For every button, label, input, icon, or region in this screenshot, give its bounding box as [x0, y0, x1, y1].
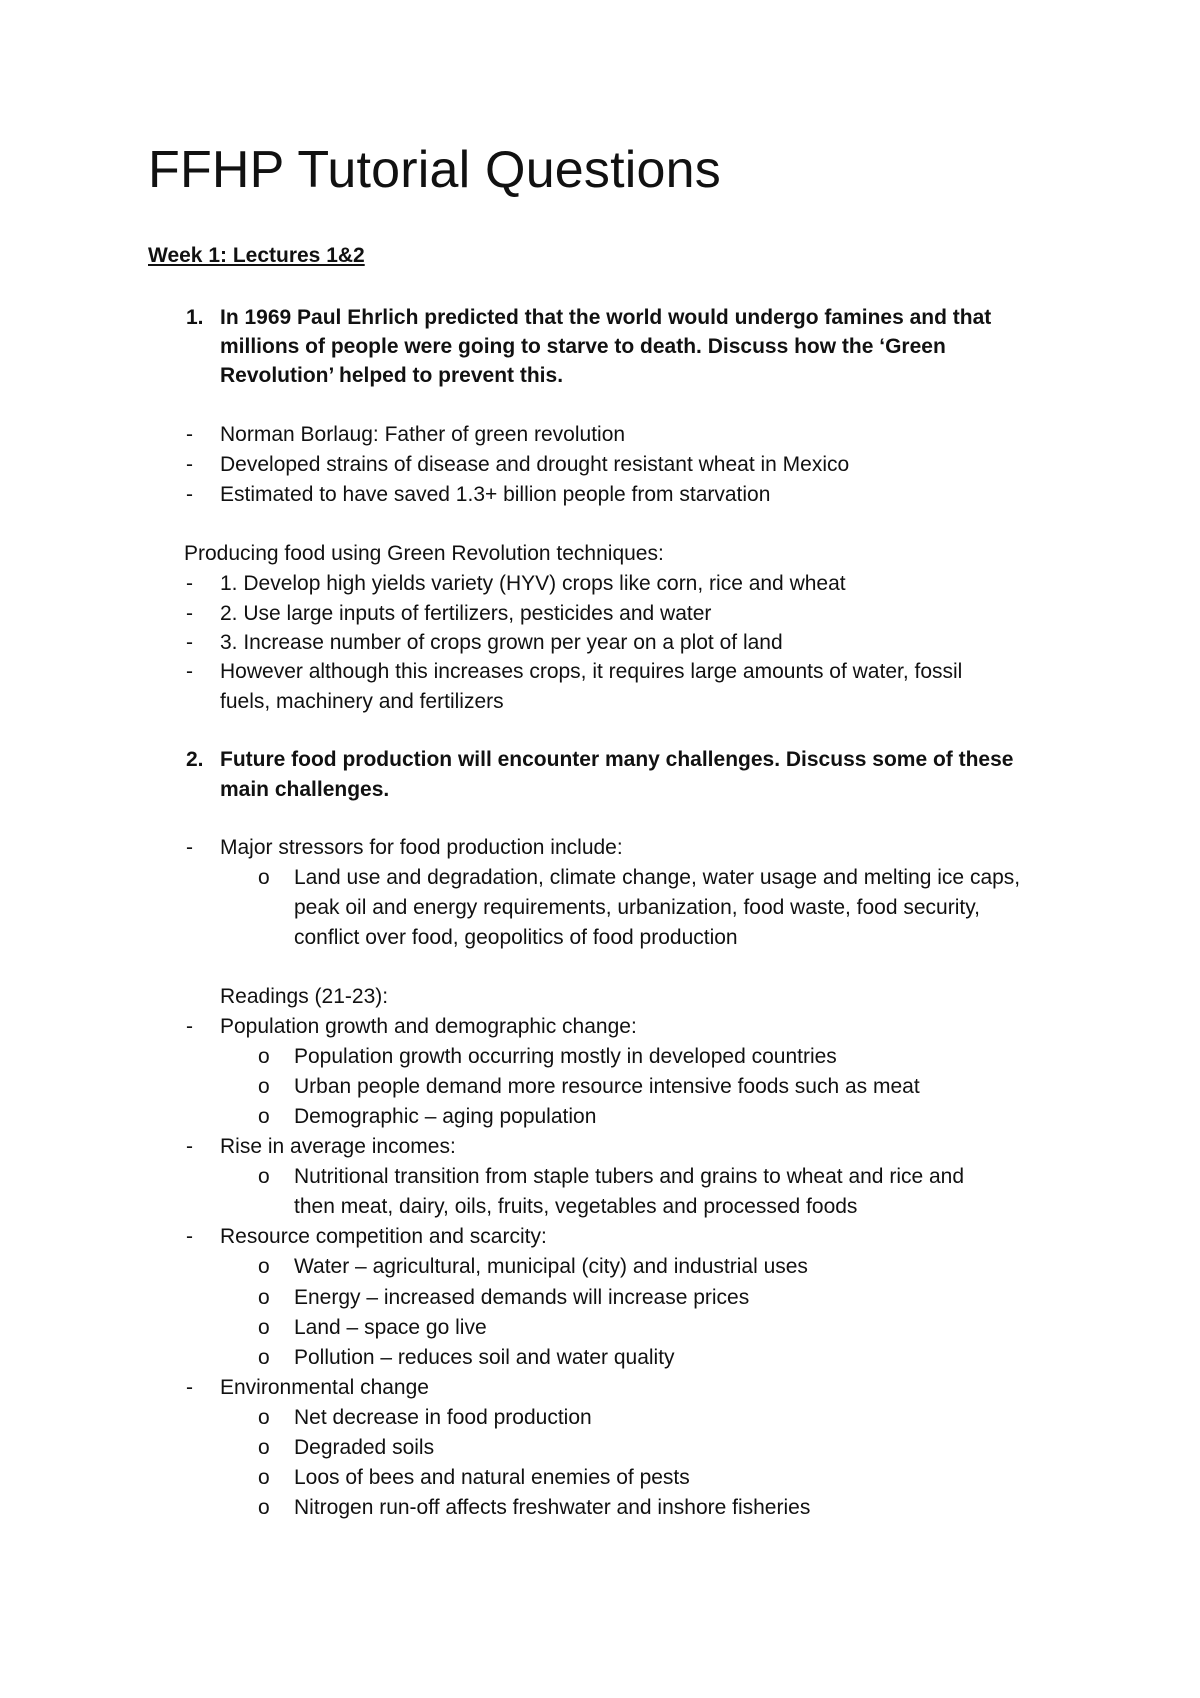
dash-bullet: - — [186, 572, 193, 595]
stressor-line: conflict over food, geopolitics of food production — [294, 926, 738, 949]
sub-bullet: o — [258, 1466, 270, 1489]
week-heading: Week 1: Lectures 1&2 — [148, 244, 365, 267]
dash-bullet: - — [186, 660, 193, 683]
question-2-number: 2. — [186, 748, 204, 771]
reading-point: then meat, dairy, oils, fruits, vegetables and processed foods — [294, 1195, 858, 1218]
sub-bullet: o — [258, 1075, 270, 1098]
sub-bullet: o — [258, 1255, 270, 1278]
reading-topic: Rise in average incomes: — [220, 1135, 456, 1158]
dash-bullet: - — [186, 631, 193, 654]
dash-bullet: - — [186, 483, 193, 506]
reading-topic: Resource competition and scarcity: — [220, 1225, 547, 1248]
sub-bullet: o — [258, 1346, 270, 1369]
stressor-line: Land use and degradation, climate change, water usage and melting ice caps, — [294, 866, 1021, 889]
question-1-line: Revolution’ helped to prevent this. — [220, 364, 564, 387]
reading-point: Nitrogen run-off affects freshwater and inshore fisheries — [294, 1496, 811, 1519]
sub-bullet: o — [258, 1316, 270, 1339]
technique-item: However although this increases crops, it requires large amounts of water, fossil — [220, 660, 963, 683]
dash-bullet: - — [186, 1015, 193, 1038]
question-2-line: Future food production will encounter many challenges. Discuss some of these — [220, 748, 1014, 771]
sub-bullet: o — [258, 1436, 270, 1459]
sub-bullet: o — [258, 1165, 270, 1188]
reading-point: Degraded soils — [294, 1436, 435, 1459]
stressor-line: peak oil and energy requirements, urbanization, food waste, food security, — [294, 896, 981, 919]
reading-point: Nutritional transition from staple tubers and grains to wheat and rice and — [294, 1165, 965, 1188]
reading-point: Urban people demand more resource intensive foods such as meat — [294, 1075, 920, 1098]
reading-point: Land – space go live — [294, 1316, 487, 1339]
dash-bullet: - — [186, 453, 193, 476]
reading-point: Net decrease in food production — [294, 1406, 592, 1429]
reading-point: Energy – increased demands will increase prices — [294, 1286, 750, 1309]
answer-item: Estimated to have saved 1.3+ billion people from starvation — [220, 483, 771, 506]
sub-bullet: o — [258, 1286, 270, 1309]
readings-label: Readings (21-23): — [220, 985, 389, 1008]
sub-bullet: o — [258, 1105, 270, 1128]
dash-bullet: - — [186, 836, 193, 859]
reading-point: Water – agricultural, municipal (city) and industrial uses — [294, 1255, 808, 1278]
sub-bullet: o — [258, 1406, 270, 1429]
question-1-line: In 1969 Paul Ehrlich predicted that the world would undergo famines and that — [220, 306, 992, 329]
reading-point: Pollution – reduces soil and water quality — [294, 1346, 675, 1369]
question-2-line: main challenges. — [220, 778, 390, 801]
answer-item: Norman Borlaug: Father of green revolution — [220, 423, 626, 446]
reading-topic: Environmental change — [220, 1376, 429, 1399]
question-1-number: 1. — [186, 306, 204, 329]
technique-item: 3. Increase number of crops grown per year on a plot of land — [220, 631, 783, 654]
dash-bullet: - — [186, 423, 193, 446]
answer-item: Developed strains of disease and drought resistant wheat in Mexico — [220, 453, 850, 476]
reading-topic: Population growth and demographic change: — [220, 1015, 637, 1038]
reading-point: Demographic – aging population — [294, 1105, 597, 1128]
reading-point: Loos of bees and natural enemies of pests — [294, 1466, 690, 1489]
dash-bullet: - — [186, 1376, 193, 1399]
page-title: FFHP Tutorial Questions — [148, 141, 721, 199]
sub-bullet: o — [258, 866, 270, 889]
reading-point: Population growth occurring mostly in developed countries — [294, 1045, 837, 1068]
sub-bullet: o — [258, 1496, 270, 1519]
technique-item: 2. Use large inputs of fertilizers, pesticides and water — [220, 602, 712, 625]
dash-bullet: - — [186, 1225, 193, 1248]
stressors-label: Major stressors for food production include: — [220, 836, 623, 859]
question-1-line: millions of people were going to starve to death. Discuss how the ‘Green — [220, 335, 946, 358]
techniques-heading: Producing food using Green Revolution techniques: — [184, 542, 664, 565]
dash-bullet: - — [186, 1135, 193, 1158]
technique-item: 1. Develop high yields variety (HYV) crops like corn, rice and wheat — [220, 572, 846, 595]
sub-bullet: o — [258, 1045, 270, 1068]
dash-bullet: - — [186, 602, 193, 625]
technique-item-continuation: fuels, machinery and fertilizers — [220, 690, 504, 713]
